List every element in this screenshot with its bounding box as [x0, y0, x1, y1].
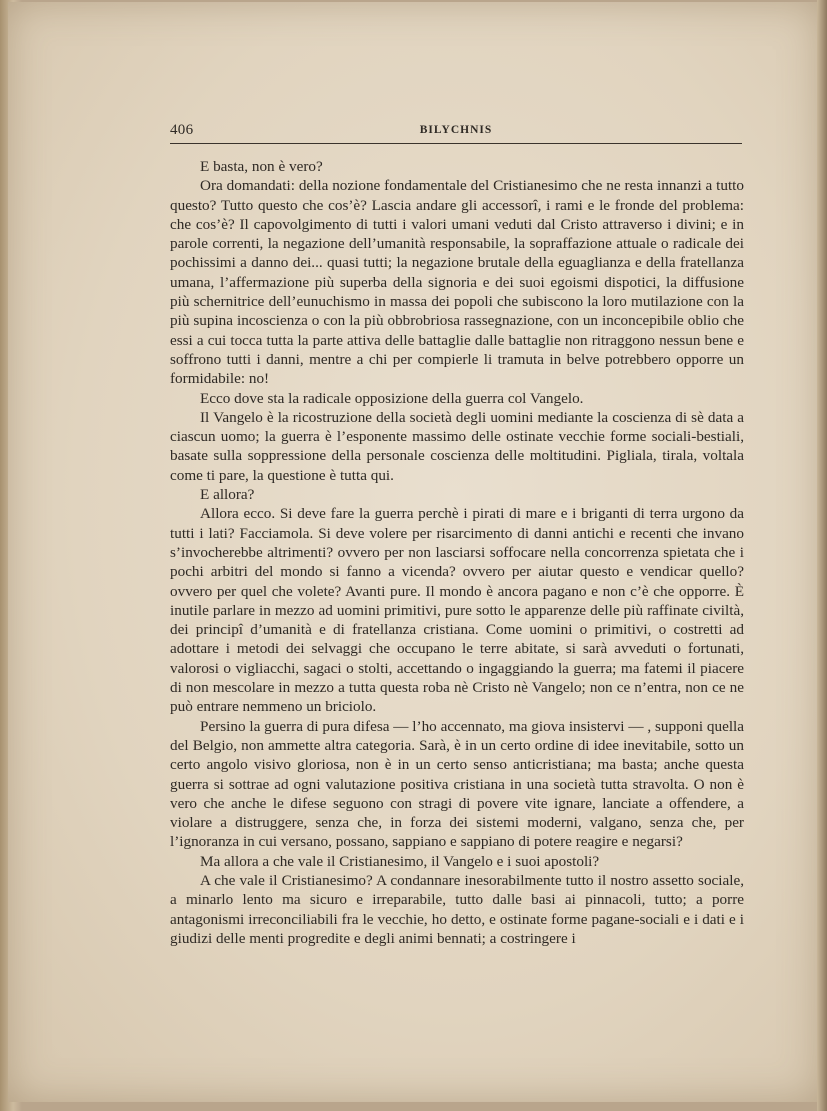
- page-number: 406: [170, 122, 194, 138]
- paragraph: Ecco dove sta la radicale opposizione della guerra col Vangelo.: [200, 389, 584, 407]
- running-title: BILYCHNIS: [419, 124, 493, 136]
- paragraph: Il Vangelo è la ricostruzione della società degli uomini mediante la coscienza di sè data a ciascun uomo; la guerra è l’esponente massimo delle ostinate vecchie forme sociali-bestiali, basate sulla soppressione della personale coscienza delle moltitudini. Pigliala, tirala, voltala come ti pare, la questione è tutta qui.: [170, 408, 744, 484]
- paragraph: Allora ecco. Si deve fare la guerra perchè i pirati di mare e i briganti di terra urgono da tutti i lati? Facciamola. Si deve volere per risarcimento di danni antichi e recenti che invano s’invocherebbe altrimenti? ovvero per non lasciarsi soffocare nella concorrenza spietata che i pochi arbitri del mondo si fanno a vicenda? ovvero per aiutar questo e vendicar quello? ovvero per quel che volete? Avanti pure. Il mondo è ancora pagano e non c’è che opporre. È inutile parlare in mezzo ad uomini primitivi, pure sotto le apparenze delle più raffinate civiltà, dei principî d’umanità e di fratellanza cristiana. Come uomini o primitivi, o costretti ad adottare i metodi dei selvaggi che occupano le terre abitate, si sarà avveduti o fortunati, valorosi o vigliacchi, sagaci o stolti, accettando o ingaggiando la guerra; ma fatemi il piacere di non mescolare in mezzo a tutta questa roba nè Cristo nè Vangelo; non ce n’entra, non ce ne può entrare nemmeno un briciolo.: [170, 505, 744, 716]
- paragraph: Ora domandati: della nozione fondamentale del Cristianesimo che ne resta innanzi a tutto questo? Tutto questo che cos’è? Lascia andare gli accessorî, i rami e le fronde del problema: che cos’è? Il capovolgimento di tutti i valori umani veduti dal Cristo attraverso i divini; e in parole correnti, la negazione dell’umanità responsabile, la sopraffazione attuale o radicale dei pochissimi a danno dei... quasi tutti; la negazione brutale della eguaglianza e della fratellanza umana, l’affermazione più superba della signoria e dei suoi egoismi dispotici, la diffusione più schernitrice dell’eunuchismo in massa dei popoli che subiscono la loro mutilazione con la più supina incoscienza o con la più obbrobriosa rassegnazione, con un inconcepibile oblio che essi a cui tocca tutta la parte attiva delle battaglie dalle battaglie non ritraggono nessun bene e soffrono tutti i danni, mentre a chi per compierle li tramuta in belve potrebbero opporre un formidabile: no!: [170, 177, 744, 388]
- paragraph: A che vale il Cristianesimo? A condannare inesorabilmente tutto il nostro assetto sociale, a minarlo lento ma sicuro e irreparabile, tutto dalle basi ai pinnacoli, tutto; a porre antagonismi irreconciliabili fra le vecchie, ho detto, e ostinate forme pagane-sociali e i dati e i giudizi delle menti progredite e degli animi bennati; a costringere i: [170, 871, 744, 947]
- header-rule: [170, 143, 742, 144]
- page-right-edge: [817, 0, 827, 1111]
- paragraph: Ma allora a che vale il Cristianesimo, il Vangelo e i suoi apostoli?: [200, 852, 600, 870]
- page-header: [170, 122, 742, 146]
- body-text: [170, 157, 744, 948]
- paragraph: E allora?: [200, 486, 255, 504]
- paragraph: E basta, non è vero?: [200, 158, 323, 175]
- paragraph: Persino la guerra di pura difesa — l’ho accennato, ma giova insistervi — , supponi quella del Belgio, non ammette altra categoria. Sarà, è in un certo ordine di idee inevitabile, sotto un certo angolo visivo gloriosa, non è in un certo senso anticristiana; ma basta; anche questa guerra si sottrae ad ogni valutazione positiva cristiana in una società tutta stravolta. O non è vero che anche le difese seguono con stragi di povere vite ignare, lanciate a offendere, a violare a distruggere, senza che, in forza dei sistemi moderni, valgano, senza che, per l’ignoranza in cui versano, possano, sappiano e sappiano di potere reagire e negarsi?: [170, 717, 744, 851]
